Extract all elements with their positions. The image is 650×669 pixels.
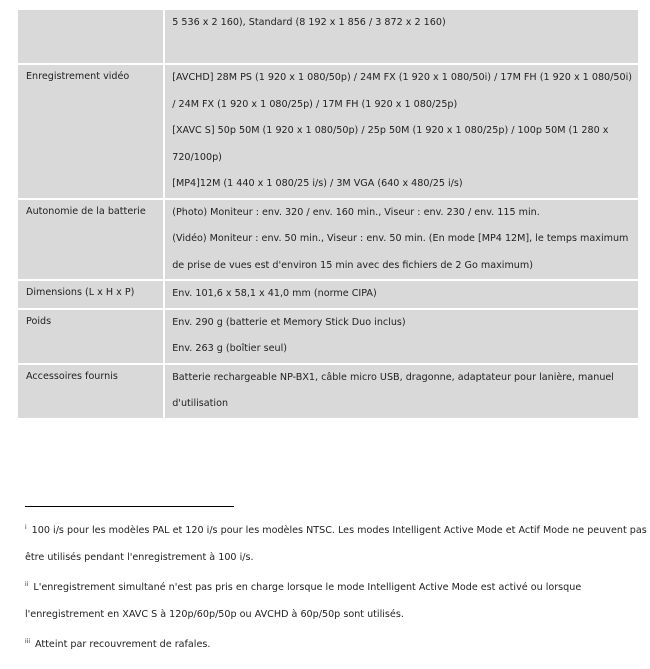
spec-value-line: de prise de vues est d'environ 15 min avec des fichiers de 2 Go maximum) — [172, 259, 533, 271]
spec-row-battery-life — [18, 199, 638, 281]
spec-value-line: / 24M FX (1 920 x 1 080/25p) / 17M FH (1 920 x 1 080/25p) — [172, 98, 458, 110]
spec-row-video-recording — [18, 64, 638, 199]
spec-value-line: (Vidéo) Moniteur : env. 50 min., Viseur : env. 50 min. (En mode [MP4 12M], le temps maximum — [172, 233, 629, 244]
spec-row-accessories — [18, 364, 638, 418]
spec-row-weight — [18, 309, 638, 364]
footnote-separator — [25, 506, 234, 507]
spec-value-line: 5 536 x 2 160), Standard (8 192 x 1 856 / 3 872 x 2 160) — [172, 17, 446, 28]
spec-value-line: Env. 290 g (batterie et Memory Stick Duo inclus) — [172, 316, 406, 328]
footnote-text: L'enregistrement simultané n'est pas pris en charge lorsque le mode Intelligent Active Mode est activé ou lorsque — [33, 582, 582, 594]
specifications-table — [18, 10, 638, 418]
spec-row-continued — [18, 10, 638, 64]
spec-value-line: Env. 263 g (boîtier seul) — [172, 343, 287, 354]
footnote-marker: iii — [25, 638, 31, 646]
spec-value-line: Env. 101,6 x 58,1 x 41,0 mm (norme CIPA) — [172, 288, 377, 299]
footnote-3 — [25, 628, 640, 658]
footnote-2 — [25, 571, 640, 601]
footnote-1 — [25, 514, 647, 544]
spec-value — [164, 309, 638, 364]
footnote-1-continuation: être utilisés pendant l'enregistrement à 100 i/s. — [25, 552, 254, 564]
spec-label: Accessoires fournis — [18, 364, 164, 418]
spec-label: Dimensions (L x H x P) — [18, 280, 164, 309]
footnotes — [25, 514, 647, 659]
spec-value — [164, 364, 638, 418]
spec-value-line: [MP4]12M (1 440 x 1 080/25 i/s) / 3M VGA (640 x 480/25 i/s) — [172, 178, 463, 189]
footnote-2-continuation: l'enregistrement en XAVC S à 120p/60p/50p ou AVCHD à 60p/50p sont utilisés. — [25, 609, 404, 621]
footnote-text: Atteint par recouvrement de rafales. — [35, 639, 211, 651]
spec-label — [18, 10, 164, 64]
spec-value — [164, 10, 638, 64]
spec-value-line: d'utilisation — [172, 398, 229, 409]
spec-value — [164, 280, 638, 309]
footnote-text: 100 i/s pour les modèles PAL et 120 i/s pour les modèles NTSC. Les modes Intelligent Active Mode et Actif Mode ne peuvent pas — [31, 525, 647, 537]
spec-label: Enregistrement vidéo — [18, 64, 164, 199]
spec-label: Poids — [18, 309, 164, 364]
footnote-marker: i — [25, 524, 27, 531]
spec-value-line: 720/100p) — [172, 151, 222, 163]
spec-row-spacer — [172, 37, 632, 64]
spec-value-line: [AVCHD] 28M PS (1 920 x 1 080/50p) / 24M FX (1 920 x 1 080/50i) / 17M FH (1 920 x 1 080/50i) — [172, 72, 632, 83]
spec-value — [164, 199, 638, 281]
spec-value-line: Batterie rechargeable NP-BX1, câble micro USB, dragonne, adaptateur pour lanière, manuel — [172, 371, 614, 383]
spec-label: Autonomie de la batterie — [18, 199, 164, 281]
spec-value-line: (Photo) Moniteur : env. 320 / env. 160 min., Viseur : env. 230 / env. 115 min. — [172, 206, 540, 218]
spec-row-dimensions — [18, 280, 638, 309]
spec-value-line: [XAVC S] 50p 50M (1 920 x 1 080/50p) / 25p 50M (1 920 x 1 080/25p) / 100p 50M (1 280 x — [172, 125, 609, 136]
spec-value — [164, 64, 638, 199]
footnote-marker: ii — [25, 581, 29, 589]
